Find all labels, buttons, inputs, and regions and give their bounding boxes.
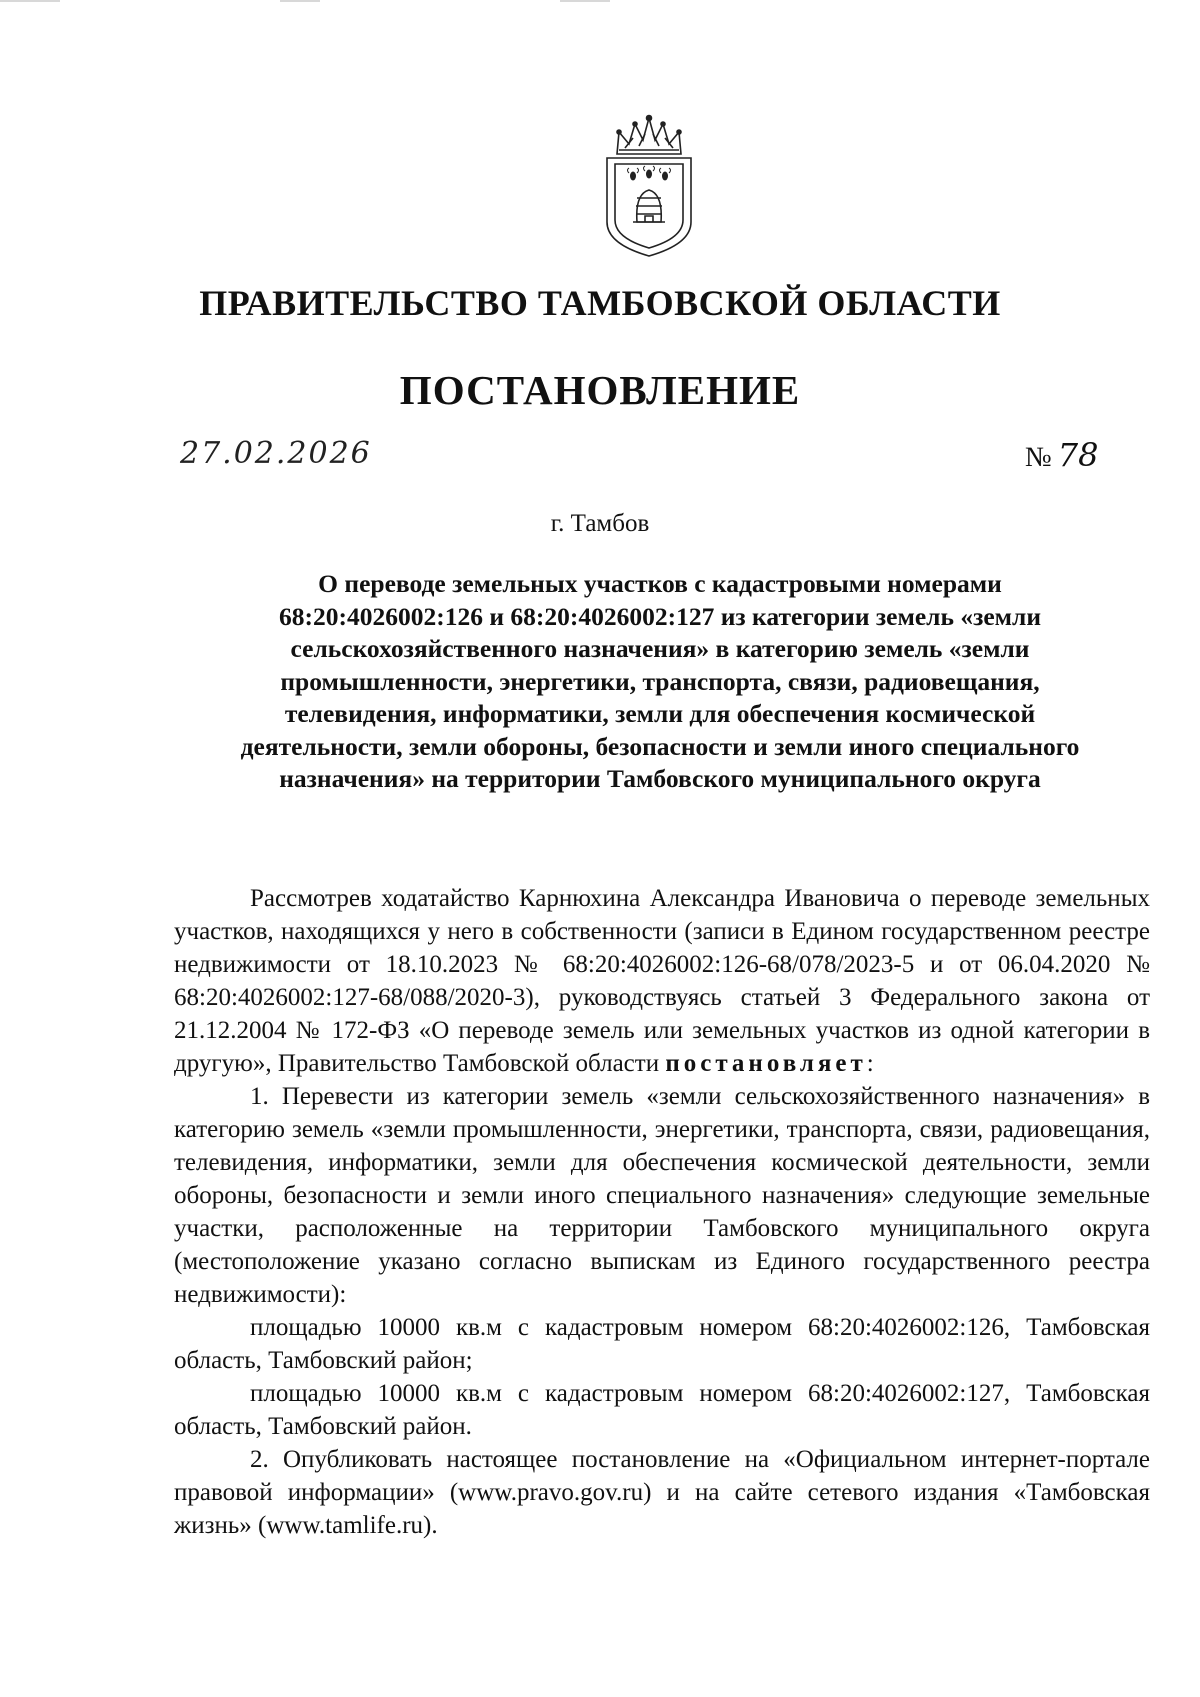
scan-artifact <box>0 0 60 2</box>
city: г. Тамбов <box>550 510 650 537</box>
subject-line: О переводе земельных участков с кадастровыми номерами <box>318 569 1002 598</box>
decree-colon: : <box>866 1050 874 1077</box>
plot-1-paragraph: площадью 10000 кв.м с кадастровым номером 68:20:4026002:126, Тамбовская область, Тамбовский район; <box>174 1314 1150 1374</box>
item-1-paragraph: 1. Перевести из категории земель «земли сельскохозяйственного назначения» в категорию земель «земли промышленности, энергетики, транспорта, связи, радиовещания, телевидения, информатики, земли для обеспечения космической деятельности, земли обороны, безопасности и земли иного специального назначения» следующие земельные участки, расположенные на территории Тамбовского муниципального округа (местоположение указано согласно выпискам из Единого государственного реестра недвижимости): <box>174 1083 1150 1308</box>
preamble-text: Рассмотрев ходатайство Карнюхина Александра Ивановича о переводе земельных участков, находящихся у него в собственности (записи в Едином государственном реестре недвижимости от 18.10.2023 № 68:20:4026002:126-68/078/2023-5 и от 06.04.2020 № 68:20:4026002:127-68/088/2020-3), руководствуясь статьей 3 Федерального закона от 21.12.2004 № 172-ФЗ «О переводе земель или земельных участков из одной категории в другую», Правительство Тамбовской области <box>174 885 1150 1077</box>
document-subject <box>180 568 1140 796</box>
government-name: ПРАВИТЕЛЬСТВО ТАМБОВСКОЙ ОБЛАСТИ <box>199 283 1001 323</box>
subject-line: 68:20:4026002:126 и 68:20:4026002:127 из категории земель «земли <box>278 601 1042 631</box>
decree-word: постановляет <box>665 1050 867 1077</box>
document-date: 27.02.2026 <box>180 436 372 471</box>
preamble-paragraph <box>174 882 1150 1080</box>
document-type: ПОСТАНОВЛЕНИЕ <box>399 367 801 413</box>
document-number <box>1025 436 1098 474</box>
subject-line: промышленности, энергетики, транспорта, связи, радиовещания, <box>280 666 1040 696</box>
number-prefix: № <box>1025 442 1052 473</box>
document-body <box>174 882 1150 1542</box>
scan-artifact <box>560 0 610 2</box>
subject-line: назначения» на территории Тамбовского муниципального округа <box>279 764 1041 793</box>
subject-line: деятельности, земли обороны, безопасности и земли иного специального <box>240 731 1080 761</box>
scan-artifact <box>280 0 320 2</box>
subject-line: сельскохозяйственного назначения» в категорию земель «земли <box>290 634 1030 663</box>
subject-line: телевидения, информатики, земли для обеспечения космической <box>284 699 1036 728</box>
plot-2-paragraph: площадью 10000 кв.м с кадастровым номером 68:20:4026002:127, Тамбовская область, Тамбовский район. <box>174 1380 1150 1440</box>
item-2-paragraph: 2. Опубликовать настоящее постановление на «Официальном интернет-портале правовой информации» (www.pravo.gov.ru) и на сайте сетевого издания «Тамбовская жизнь» (www.tamlife.ru). <box>174 1446 1150 1539</box>
tambov-coat-of-arms-icon <box>599 110 699 258</box>
number-value: 78 <box>1057 436 1099 474</box>
